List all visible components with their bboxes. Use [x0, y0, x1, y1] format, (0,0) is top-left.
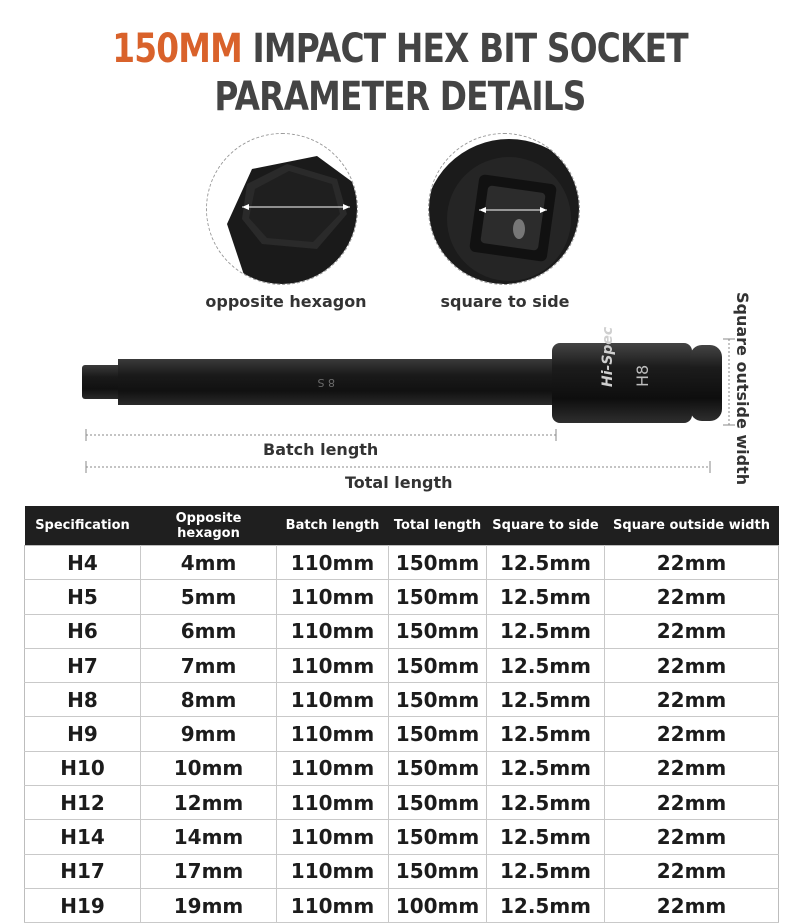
- table-cell: 150mm: [389, 580, 487, 614]
- table-row: [25, 854, 779, 888]
- table-row: [25, 786, 779, 820]
- hexagon-detail-image: [206, 133, 358, 285]
- batch-length-label: Batch length: [263, 440, 379, 459]
- table-cell: H7: [25, 648, 141, 682]
- table-cell: 12.5mm: [487, 614, 605, 648]
- table-cell: 17mm: [141, 854, 277, 888]
- table-cell: H12: [25, 786, 141, 820]
- table-cell: 110mm: [277, 751, 389, 785]
- table-cell: 14mm: [141, 820, 277, 854]
- shank-mark: 8 S: [317, 376, 335, 389]
- table-cell: 150mm: [389, 683, 487, 717]
- column-header: Square outside width: [605, 506, 779, 546]
- table-cell: H9: [25, 717, 141, 751]
- table-cell: 12.5mm: [487, 751, 605, 785]
- table-cell: 110mm: [277, 854, 389, 888]
- table-cell: 150mm: [389, 786, 487, 820]
- title-main: IMPACT HEX BIT SOCKET: [241, 26, 688, 72]
- table-cell: H17: [25, 854, 141, 888]
- table-cell: 22mm: [605, 546, 779, 580]
- table-cell: 22mm: [605, 614, 779, 648]
- table-cell: H8: [25, 683, 141, 717]
- table-cell: 150mm: [389, 854, 487, 888]
- table-cell: 22mm: [605, 888, 779, 922]
- table-cell: 12.5mm: [487, 854, 605, 888]
- table-cell: 110mm: [277, 614, 389, 648]
- table-cell: 150mm: [389, 546, 487, 580]
- table-cell: 100mm: [389, 888, 487, 922]
- table-cell: 110mm: [277, 888, 389, 922]
- column-header: Specification: [25, 506, 141, 546]
- table-row: [25, 580, 779, 614]
- hexagon-label: opposite hexagon: [205, 292, 367, 311]
- table-cell: H6: [25, 614, 141, 648]
- table-cell: 12.5mm: [487, 820, 605, 854]
- table-row: [25, 614, 779, 648]
- column-header: Square to side: [487, 506, 605, 546]
- table-cell: 7mm: [141, 648, 277, 682]
- table-cell: 22mm: [605, 717, 779, 751]
- column-header: Opposite hexagon: [141, 506, 277, 546]
- total-length-label: Total length: [345, 473, 453, 492]
- table-cell: 12.5mm: [487, 888, 605, 922]
- table-row: [25, 888, 779, 922]
- table-header-row: [25, 506, 779, 546]
- title-accent: 150MM: [112, 26, 242, 72]
- table-cell: 12mm: [141, 786, 277, 820]
- table-cell: 12.5mm: [487, 717, 605, 751]
- table-cell: 22mm: [605, 580, 779, 614]
- table-cell: H10: [25, 751, 141, 785]
- table-cell: H19: [25, 888, 141, 922]
- table-cell: 150mm: [389, 648, 487, 682]
- square-detail-image: [428, 133, 580, 285]
- table-cell: 150mm: [389, 751, 487, 785]
- table-row: [25, 717, 779, 751]
- table-cell: 6mm: [141, 614, 277, 648]
- table-cell: 22mm: [605, 683, 779, 717]
- table-cell: 110mm: [277, 820, 389, 854]
- table-cell: 22mm: [605, 820, 779, 854]
- spec-table: [24, 506, 779, 923]
- table-row: [25, 546, 779, 580]
- square-outside-width-label: Square outside width: [733, 292, 752, 486]
- table-cell: 150mm: [389, 717, 487, 751]
- table-cell: 110mm: [277, 683, 389, 717]
- table-cell: 10mm: [141, 751, 277, 785]
- size-mark: H8: [633, 364, 652, 387]
- table-cell: 110mm: [277, 546, 389, 580]
- table-cell: 12.5mm: [487, 786, 605, 820]
- table-row: [25, 683, 779, 717]
- table-row: [25, 751, 779, 785]
- table-cell: H5: [25, 580, 141, 614]
- table-row: [25, 648, 779, 682]
- table-cell: 110mm: [277, 580, 389, 614]
- table-cell: 150mm: [389, 614, 487, 648]
- table-cell: 12.5mm: [487, 546, 605, 580]
- table-cell: 110mm: [277, 786, 389, 820]
- table-cell: 4mm: [141, 546, 277, 580]
- table-cell: 5mm: [141, 580, 277, 614]
- table-cell: H14: [25, 820, 141, 854]
- table-cell: 12.5mm: [487, 648, 605, 682]
- table-cell: 110mm: [277, 717, 389, 751]
- table-cell: 22mm: [605, 854, 779, 888]
- table-row: [25, 820, 779, 854]
- table-cell: 150mm: [389, 820, 487, 854]
- table-cell: 22mm: [605, 648, 779, 682]
- socket-product-image: [0, 325, 800, 475]
- column-header: Batch length: [277, 506, 389, 546]
- table-cell: 22mm: [605, 751, 779, 785]
- brand-mark: Hi-Spec: [600, 326, 616, 387]
- table-cell: 12.5mm: [487, 580, 605, 614]
- table-cell: 19mm: [141, 888, 277, 922]
- table-cell: H4: [25, 546, 141, 580]
- column-header: Total length: [389, 506, 487, 546]
- page-title: [72, 27, 728, 71]
- table-cell: 9mm: [141, 717, 277, 751]
- table-cell: 12.5mm: [487, 683, 605, 717]
- page-subtitle: PARAMETER DETAILS: [214, 74, 586, 120]
- table-cell: 110mm: [277, 648, 389, 682]
- table-cell: 22mm: [605, 786, 779, 820]
- table-cell: 8mm: [141, 683, 277, 717]
- square-label: square to side: [440, 292, 570, 311]
